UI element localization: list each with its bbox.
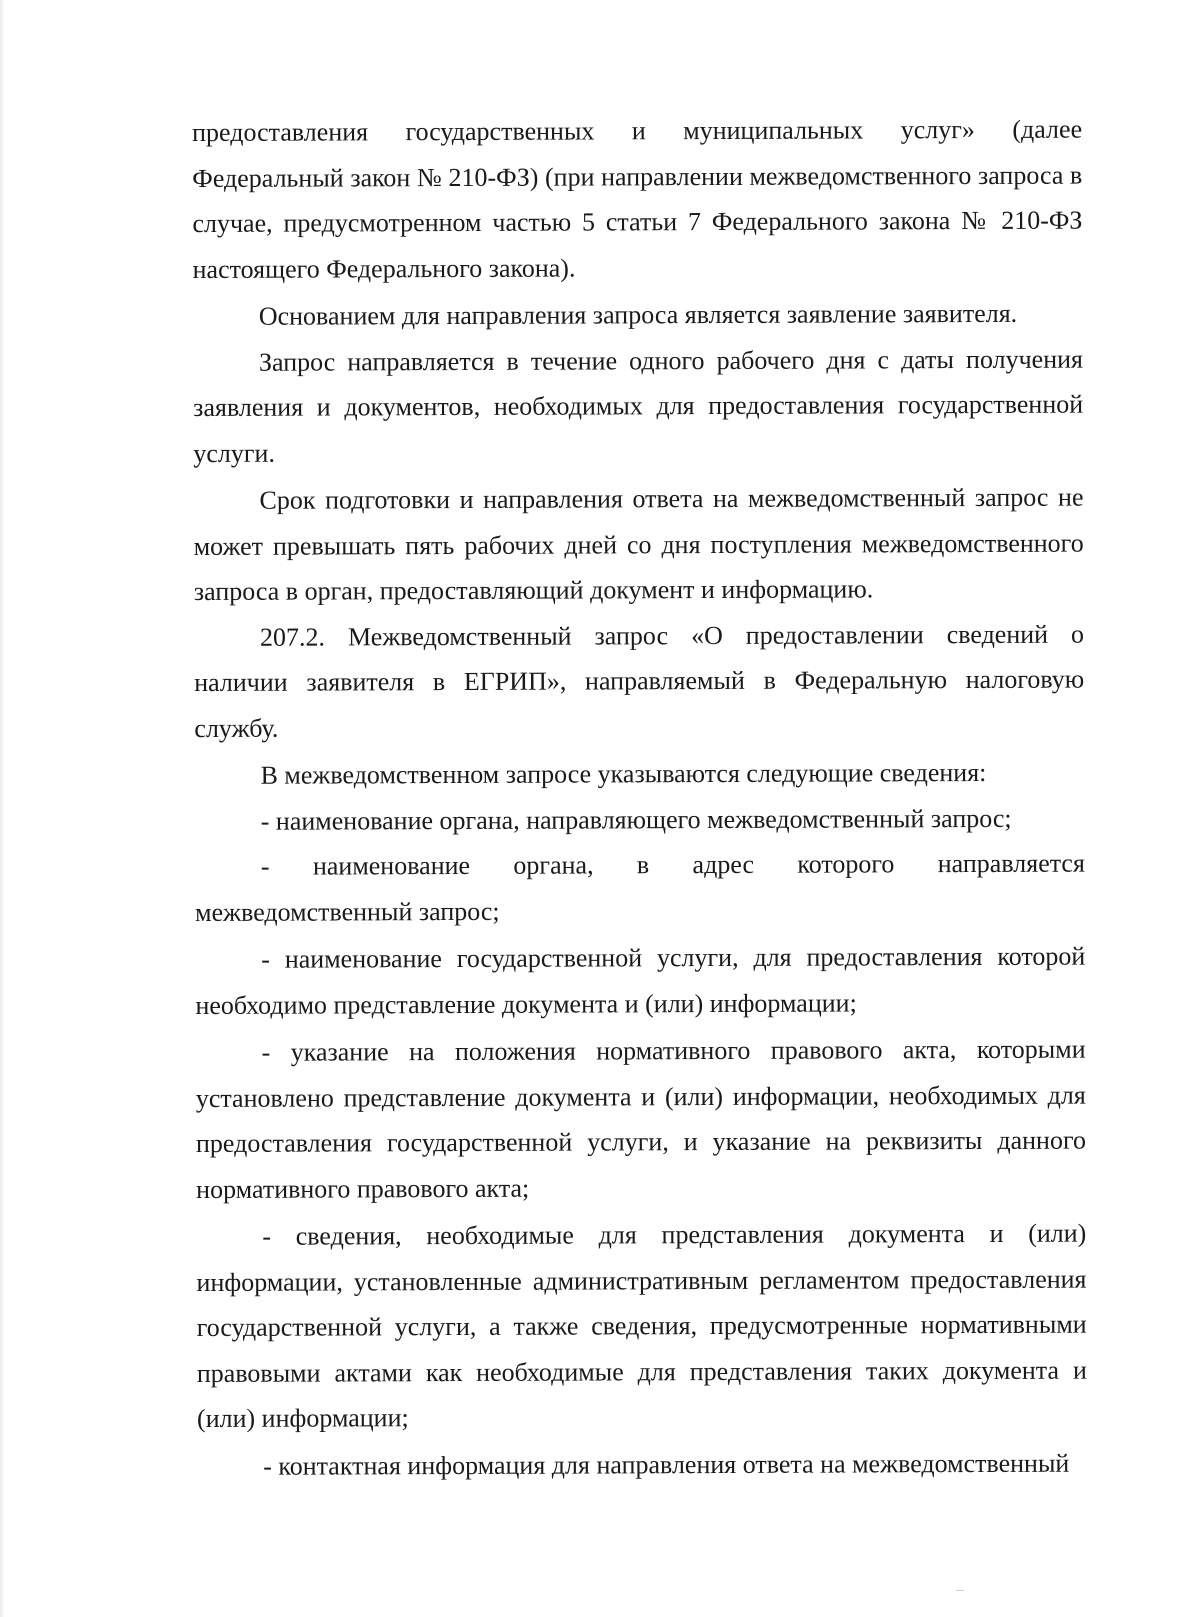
paragraph-section-207-2: 207.2. Межведомственный запрос «О предоставлении сведений о наличии заявителя в ЕГРИП», направляемый в Федеральную налоговую службу. — [194, 619, 1085, 743]
list-item-legal-act: - указание на положения нормативного правового акта, которыми установлено представление документа и (или) информации, необходимых для предоставления государственной услуги, и указание на реквизиты данного нормативного правового акта; — [195, 1034, 1087, 1204]
paragraph-response-deadline: Срок подготовки и направления ответа на межведомственный запрос не может превышать пять рабочих дней со дня поступления межведомственного запроса в орган, предоставляющий документ и информацию. — [193, 482, 1084, 606]
paragraph-basis: Основанием для направления запроса является заявление заявителя. — [258, 298, 1018, 331]
list-item-service-name: - наименование государственной услуги, для предоставления которой необходимо представление документа и (или) информации; — [195, 941, 1086, 1020]
document-body — [192, 107, 1087, 1489]
list-item-recipient-organ: - наименование органа, в адрес которого направляется межведомственный запрос; — [195, 848, 1085, 927]
paragraph-request-contents-intro: В межведомственном запросе указываются следующие сведения: — [260, 757, 987, 790]
list-item-contact-info: - контактная информация для направления ответа на межведомственный — [263, 1448, 1070, 1481]
paragraph-request-timing: Запрос направляется в течение одного рабочего дня с даты получения заявления и документов, необходимых для предоставления государственной услуги. — [193, 344, 1084, 468]
list-item-required-info: - сведения, необходимые для представления документа и (или) информации, установленные административным регламентом предоставления государственной услуги, а также сведения, предусмотренные нормативными правовыми актами как необходимые для представления таких документа и (или) информации; — [196, 1218, 1087, 1433]
page-edge-shadow — [0, 0, 4, 1617]
list-item-sender-organ: - наименование органа, направляющего межведомственный запрос; — [260, 803, 1012, 836]
paragraph-continuation: предоставления государственных и муниципальных услуг» (далее Федеральный закон № 210-ФЗ) (при направлении межведомственного запроса в случае, предусмотренном частью 5 статьи 7 Федерального закона № 210-ФЗ настоящего Федерального закона). — [192, 114, 1083, 284]
scan-speck — [956, 1590, 964, 1591]
